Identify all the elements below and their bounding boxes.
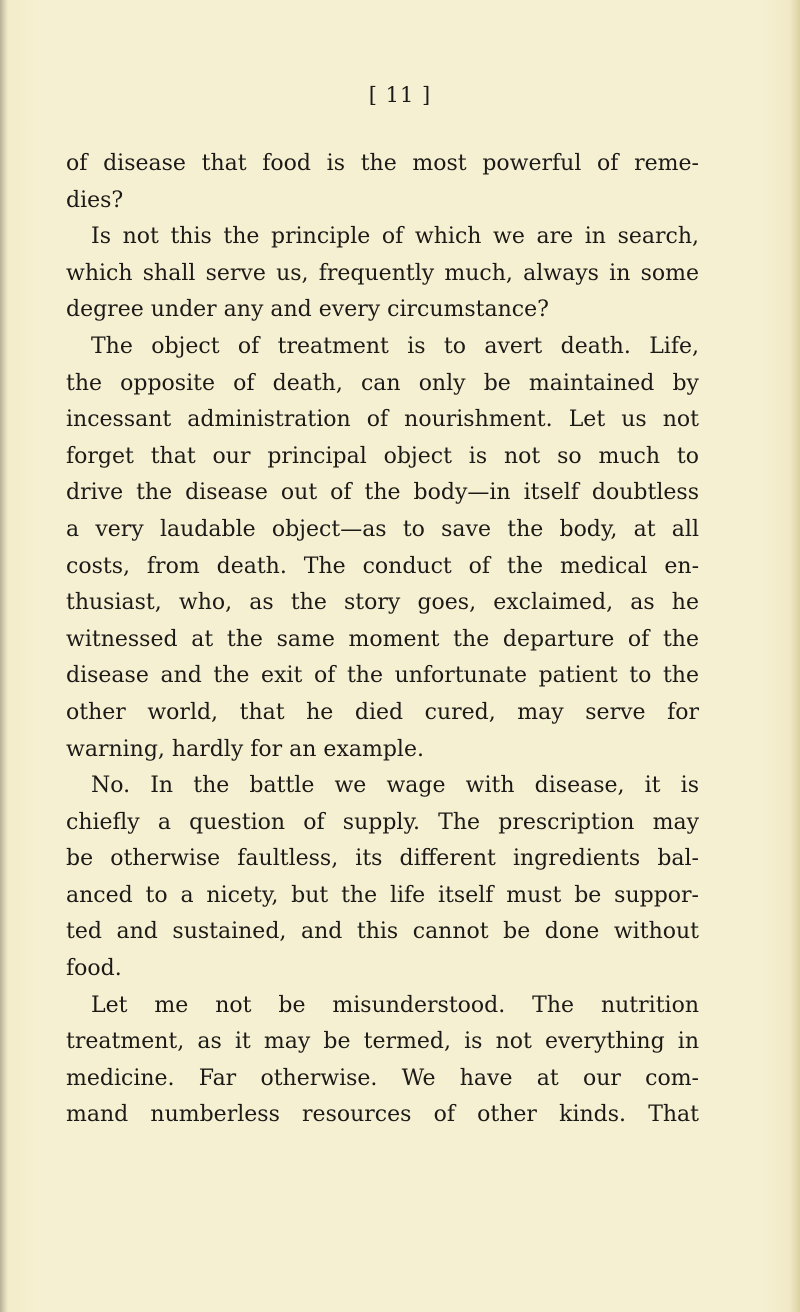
text-line: treatment, as it may be termed, is not everything in	[66, 1029, 699, 1055]
text-line: be otherwise faultless, its different ingredients bal-	[66, 846, 699, 872]
text-line: which shall serve us, frequently much, always in some	[66, 260, 699, 286]
text-line: No. In the battle we wage with disease, it is	[91, 773, 699, 799]
text-line: chiefly a question of supply. The prescription may	[66, 809, 699, 835]
text-line: other world, that he died cured, may serve for	[66, 699, 699, 725]
text-line: thusiast, who, as the story goes, exclaimed, as he	[66, 590, 699, 616]
text-line: costs, from death. The conduct of the medical en-	[66, 553, 699, 579]
text-line: dies?	[66, 187, 124, 213]
text-line: anced to a nicety, but the life itself must be suppor-	[66, 882, 699, 908]
text-line: a very laudable object—as to save the body, at all	[66, 516, 699, 542]
text-line: medicine. Far otherwise. We have at our com-	[66, 1065, 699, 1091]
text-line: of disease that food is the most powerful of reme-	[66, 151, 699, 176]
text-line: drive the disease out of the body—in itself doubtless	[66, 480, 699, 506]
text-line: ted and sustained, and this cannot be done without	[66, 919, 699, 945]
page-gutter-shadow	[0, 0, 8, 1312]
text-line: forget that our principal object is not so much to	[66, 443, 699, 469]
text-line: disease and the exit of the unfortunate patient to the	[66, 663, 699, 689]
text-line: mand numberless resources of other kinds. That	[66, 1102, 699, 1128]
page-number: [ 11 ]	[368, 83, 432, 107]
text-line: Let me not be misunderstood. The nutrition	[91, 992, 699, 1018]
text-line: degree under any and every circumstance?	[66, 297, 549, 323]
body-text	[66, 146, 699, 1134]
text-line: The object of treatment is to avert death. Life,	[91, 333, 699, 359]
text-line: warning, hardly for an example.	[66, 736, 424, 762]
text-line: witnessed at the same moment the departure of the	[66, 626, 699, 652]
text-line: the opposite of death, can only be maintained by	[66, 370, 699, 396]
text-line: incessant administration of nourishment. Let us not	[66, 407, 699, 433]
text-line: food.	[66, 956, 122, 982]
text-line: Is not this the principle of which we are in search,	[91, 224, 699, 250]
page-edge-shadow	[790, 0, 800, 1312]
